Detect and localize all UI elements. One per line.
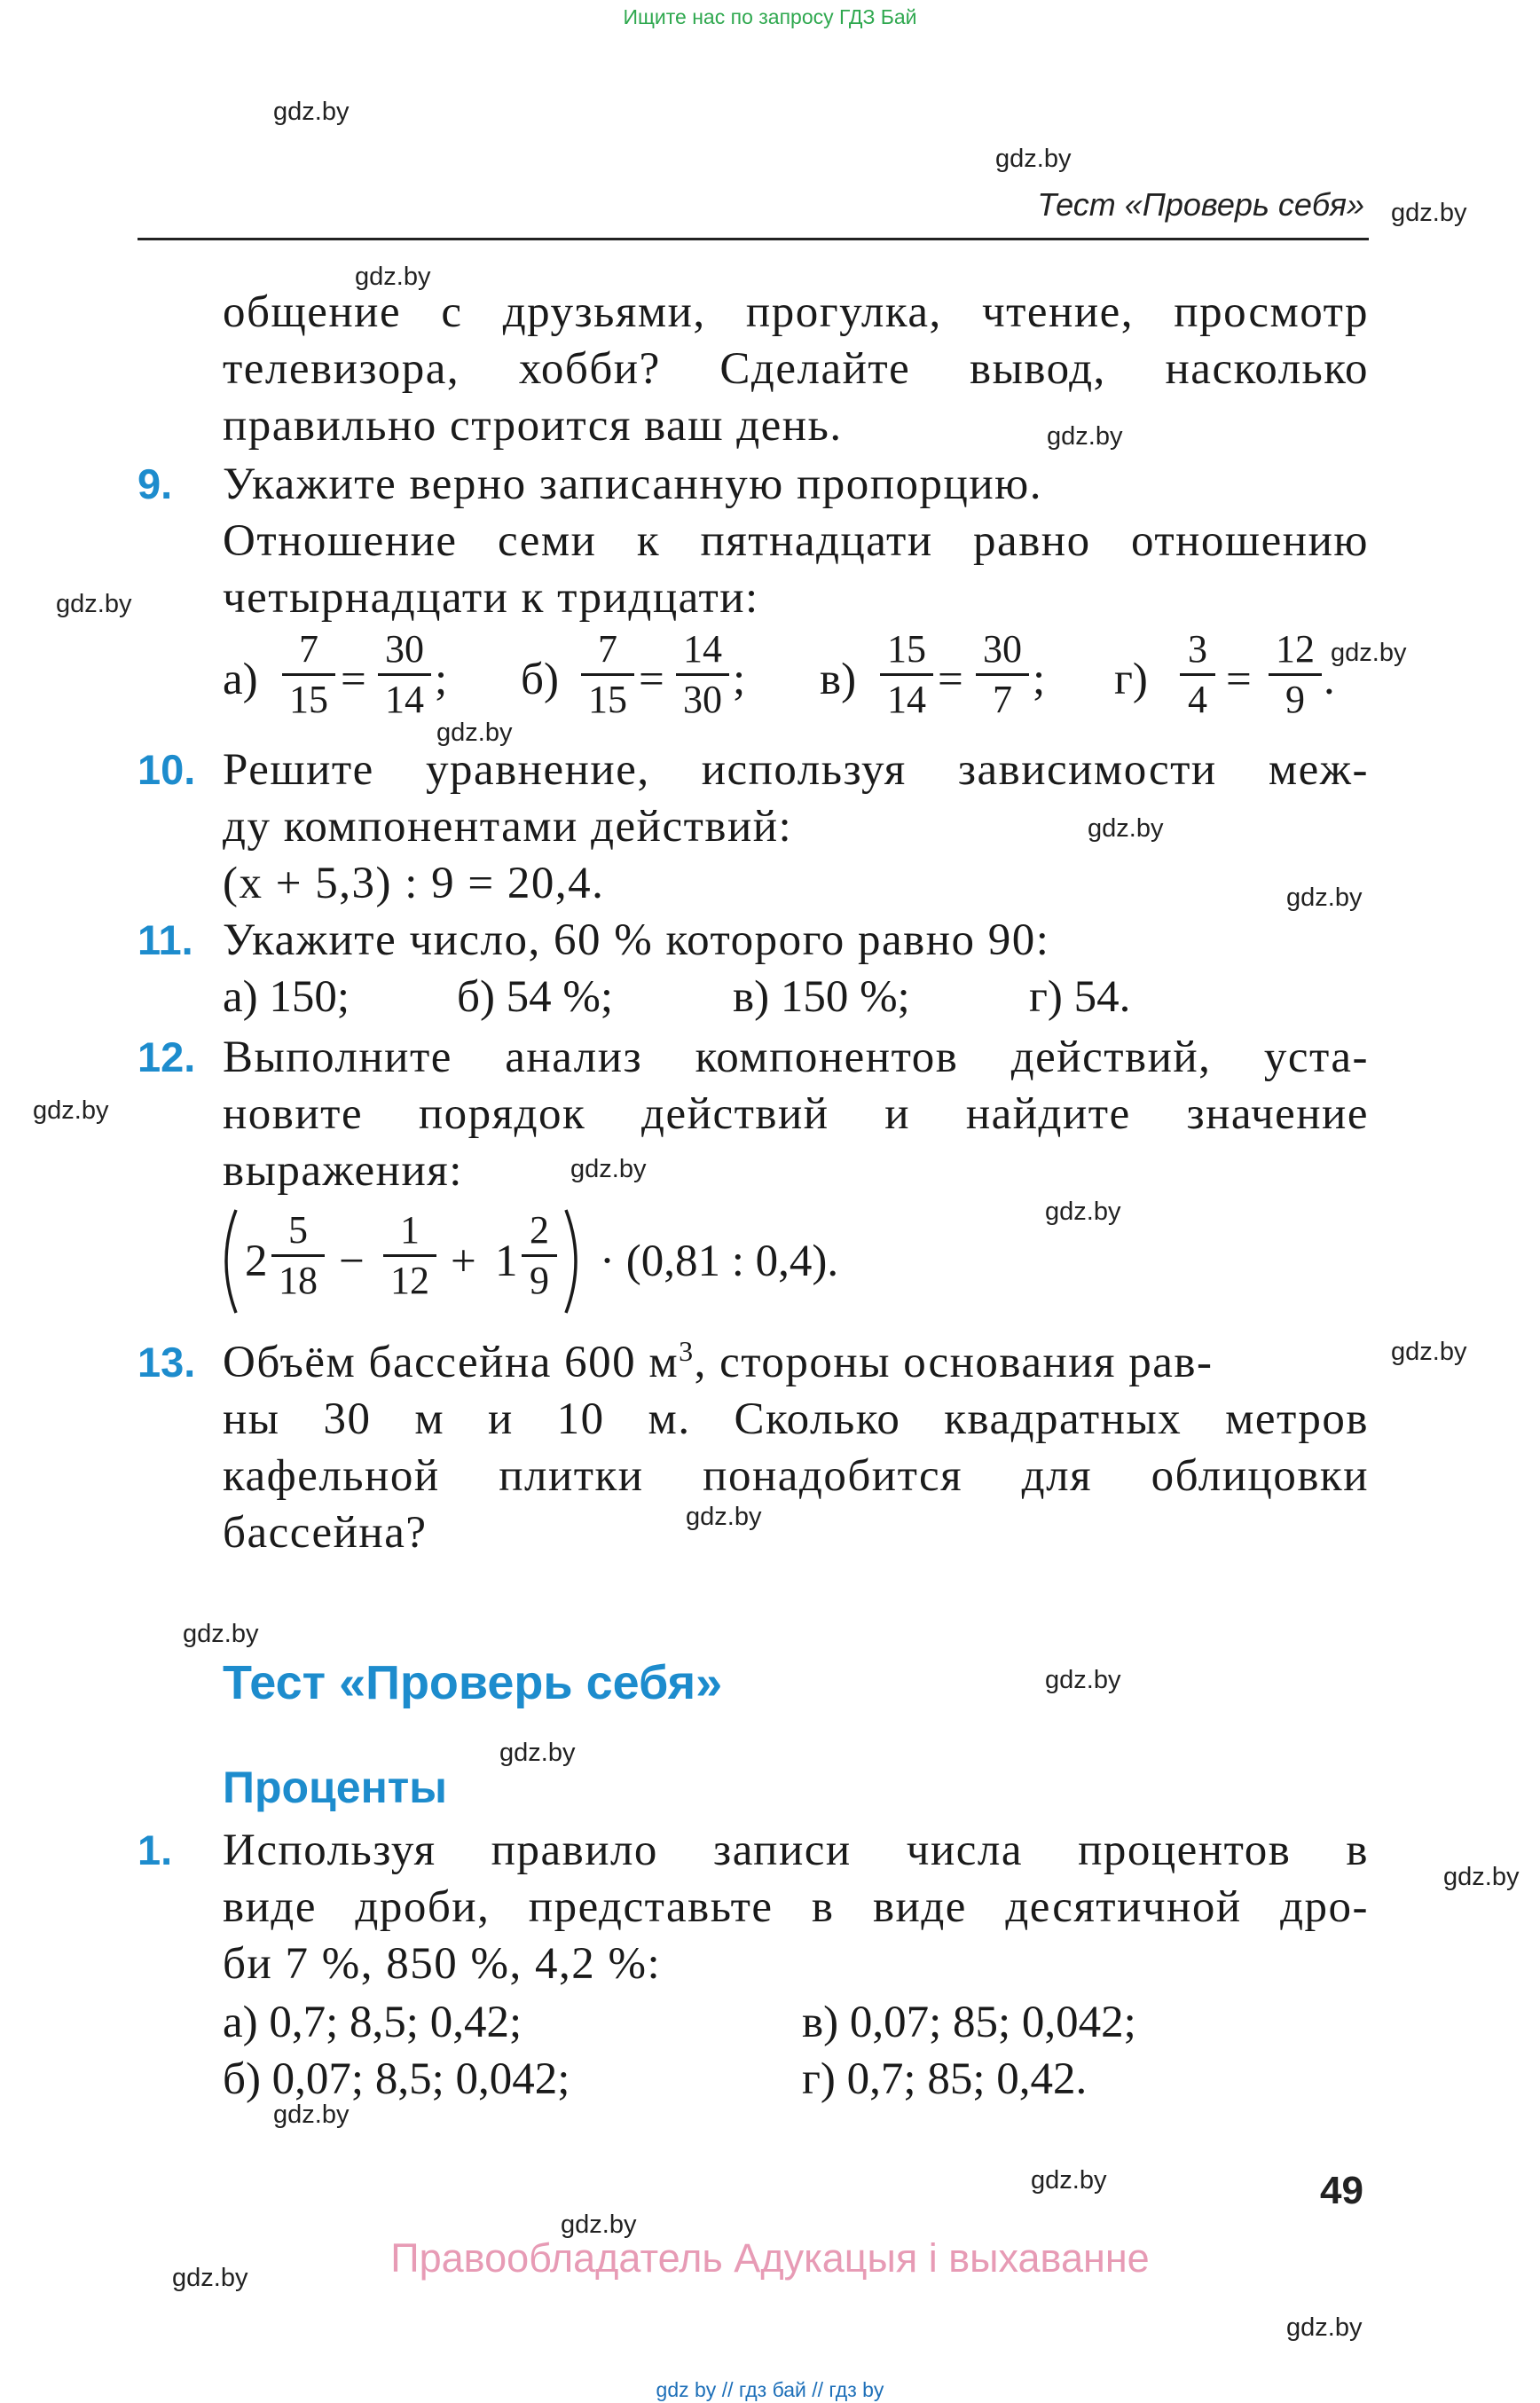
page-number: 49 xyxy=(1320,2169,1363,2212)
numerator: 12 xyxy=(1269,625,1322,676)
denominator: 15 xyxy=(588,678,627,721)
equation: (x + 5,3) : 9 = 20,4. xyxy=(223,859,605,908)
task-text: ду компонентами действий: xyxy=(223,802,793,852)
watermark: gdz.by xyxy=(1286,883,1363,912)
expression-tail: · (0,81 : 0,4). xyxy=(600,1237,839,1286)
denominator: 15 xyxy=(289,678,328,721)
denominator: 14 xyxy=(887,678,926,721)
watermark: gdz.by xyxy=(1331,639,1407,667)
left-paren xyxy=(213,1206,240,1316)
option-label: а) xyxy=(223,655,258,704)
right-paren xyxy=(562,1206,589,1316)
task-text: Решите уравнение, используя зависимости меж- xyxy=(223,745,1369,795)
task-text: Укажите верно записанную пропорцию. xyxy=(223,459,1042,509)
fraction xyxy=(282,625,335,724)
task-text: Выполните анализ компонентов действий, уста- xyxy=(223,1033,1369,1082)
plus-sign: + xyxy=(451,1237,476,1286)
task-number: 9. xyxy=(138,460,173,507)
whole-part: 2 xyxy=(245,1237,268,1286)
numerator: 3 xyxy=(1180,625,1215,676)
option-end: ; xyxy=(1033,655,1046,704)
equals-sign: = xyxy=(639,655,664,704)
task-number: 11. xyxy=(138,916,193,963)
answer-option: а) 150; xyxy=(223,972,350,1022)
task-text: Укажите число, 60 % которого равно 90: xyxy=(223,915,1050,965)
watermark: gdz.by xyxy=(1286,2313,1363,2342)
watermark: gdz.by xyxy=(499,1739,576,1767)
minus-sign: − xyxy=(339,1237,365,1286)
denominator: 12 xyxy=(390,1259,429,1302)
numerator: 15 xyxy=(880,625,933,676)
task-number: 12. xyxy=(138,1033,196,1080)
watermark: gdz.by xyxy=(172,2264,248,2292)
fraction xyxy=(581,625,634,724)
watermark: gdz.by xyxy=(570,1155,647,1183)
equals-sign: = xyxy=(1226,655,1252,704)
denominator: 18 xyxy=(279,1259,318,1302)
watermark: gdz.by xyxy=(686,1503,762,1531)
answer-option: г) 54. xyxy=(1029,972,1131,1022)
denominator: 7 xyxy=(993,678,1012,721)
watermark: gdz.by xyxy=(56,590,132,618)
numerator: 7 xyxy=(581,625,634,676)
option-end: ; xyxy=(435,655,448,704)
task-number: 10. xyxy=(138,746,196,793)
option-label: б) xyxy=(521,655,559,704)
option-end: . xyxy=(1324,655,1335,704)
denominator: 14 xyxy=(385,678,424,721)
task-text: выражения: xyxy=(223,1146,463,1196)
fraction xyxy=(880,625,933,724)
intro-line: общение с друзьями, прогулка, чтение, просмотр xyxy=(223,287,1369,337)
denominator: 9 xyxy=(530,1259,549,1302)
watermark: gdz.by xyxy=(1391,199,1467,227)
task-text: Используя правило записи числа процентов в xyxy=(223,1826,1369,1875)
numerator: 2 xyxy=(522,1206,557,1257)
denominator: 9 xyxy=(1285,678,1305,721)
answer-option: г) 0,7; 85; 0,42. xyxy=(802,2054,1088,2104)
answer-option: а) 0,7; 8,5; 0,42; xyxy=(223,1998,522,2047)
running-head: Тест «Проверь себя» xyxy=(1037,186,1364,223)
answer-option: б) 54 %; xyxy=(457,972,614,1022)
watermark: gdz.by xyxy=(1045,1666,1121,1694)
answer-option: в) 0,07; 85; 0,042; xyxy=(802,1998,1136,2047)
fraction xyxy=(271,1206,325,1305)
watermark: gdz.by xyxy=(1045,1198,1121,1226)
watermark: gdz.by xyxy=(1047,422,1123,451)
rights-holder: Правообладатель Адукацыя і выхаванне xyxy=(390,2235,1150,2281)
task-text: кафельной плитки понадобится для облицовки xyxy=(223,1451,1369,1501)
numerator: 30 xyxy=(976,625,1029,676)
watermark: gdz.by xyxy=(561,2211,637,2239)
watermark: gdz.by xyxy=(355,263,431,291)
task-text: би 7 %, 850 %, 4,2 %: xyxy=(223,1939,662,1989)
text-part: , стороны основания рав- xyxy=(694,1338,1214,1387)
whole-part: 1 xyxy=(495,1237,518,1286)
intro-line: правильно строится ваш день. xyxy=(223,401,843,451)
fraction xyxy=(1180,625,1215,724)
top-search-note: Ищите нас по запросу ГДЗ Бай xyxy=(623,5,917,28)
watermark: gdz.by xyxy=(1391,1338,1467,1366)
subsection-title: Проценты xyxy=(223,1763,447,1812)
header-rule xyxy=(138,238,1369,240)
watermark: gdz.by xyxy=(1031,2166,1107,2195)
watermark: gdz.by xyxy=(1088,814,1164,843)
option-label: г) xyxy=(1114,655,1148,704)
task-text: бассейна? xyxy=(223,1508,428,1558)
denominator: 30 xyxy=(683,678,722,721)
denominator: 4 xyxy=(1188,678,1207,721)
watermark: gdz.by xyxy=(273,2101,350,2129)
watermark: gdz.by xyxy=(436,719,513,747)
fraction xyxy=(522,1206,557,1305)
task-number: 1. xyxy=(138,1826,173,1873)
task-text xyxy=(223,1334,1369,1391)
fraction xyxy=(1269,625,1322,724)
watermark: gdz.by xyxy=(273,98,350,126)
equals-sign: = xyxy=(341,655,366,704)
option-end: ; xyxy=(733,655,746,704)
task-text: виде дроби, представьте в виде десятичной дро- xyxy=(223,1882,1369,1932)
fraction xyxy=(976,625,1029,724)
fraction xyxy=(676,625,729,724)
superscript: 3 xyxy=(679,1335,695,1367)
option-label: в) xyxy=(820,655,857,704)
watermark: gdz.by xyxy=(33,1096,109,1125)
answer-option: в) 150 %; xyxy=(733,972,910,1022)
task-text: Отношение семи к пятнадцати равно отношению xyxy=(223,516,1369,566)
watermark: gdz.by xyxy=(1443,1863,1520,1891)
text-part: Объём бассейна 600 м xyxy=(223,1338,680,1387)
numerator: 30 xyxy=(378,625,431,676)
intro-line: телевизора, хобби? Сделайте вывод, насколько xyxy=(223,344,1369,394)
watermark: gdz.by xyxy=(995,145,1072,173)
numerator: 14 xyxy=(676,625,729,676)
task-text: четырнадцати к тридцати: xyxy=(223,573,759,623)
fraction xyxy=(383,1206,436,1305)
task-text: новите порядок действий и найдите значение xyxy=(223,1089,1369,1139)
bottom-links: gdz by // гдз бай // гдз by xyxy=(656,2378,884,2401)
numerator: 1 xyxy=(383,1206,436,1257)
numerator: 7 xyxy=(282,625,335,676)
watermark: gdz.by xyxy=(183,1620,259,1648)
section-title: Тест «Проверь себя» xyxy=(223,1656,723,1709)
fraction xyxy=(378,625,431,724)
task-text: ны 30 м и 10 м. Сколько квадратных метров xyxy=(223,1394,1369,1444)
task-number: 13. xyxy=(138,1339,196,1386)
answer-option: б) 0,07; 8,5; 0,042; xyxy=(223,2054,570,2104)
numerator: 5 xyxy=(271,1206,325,1257)
equals-sign: = xyxy=(938,655,963,704)
